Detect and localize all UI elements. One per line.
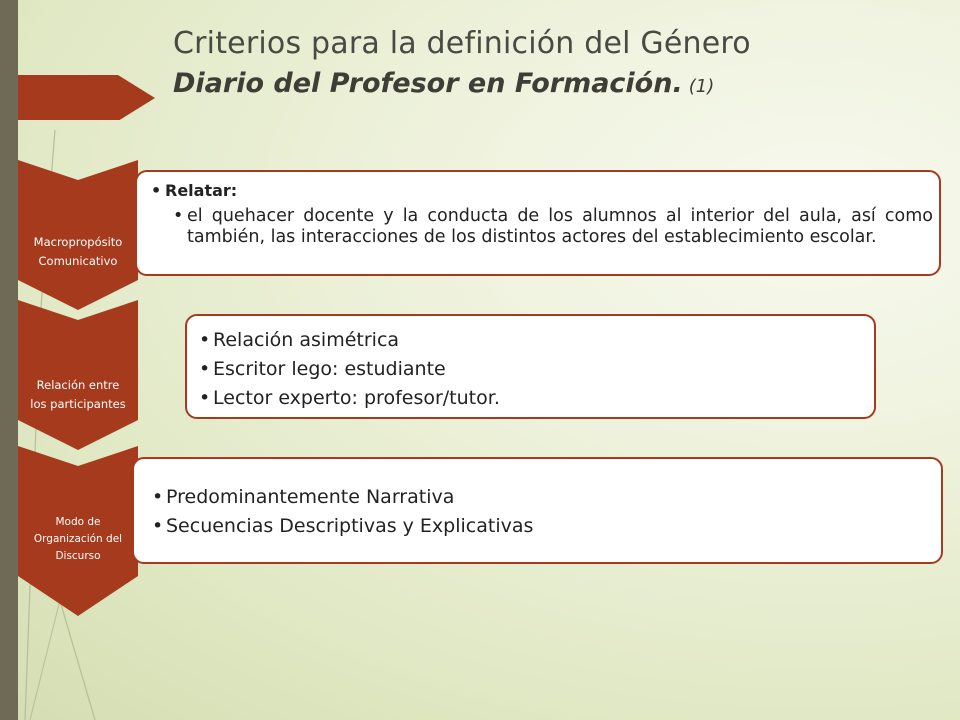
title-line-2-text: Diario del Profesor en Formación bbox=[173, 68, 673, 99]
page-title bbox=[173, 24, 933, 107]
row-3-label bbox=[18, 514, 138, 565]
row-2-item-3: • Lector experto: profesor/tutor. bbox=[199, 384, 864, 413]
title-period: . bbox=[672, 68, 683, 99]
row-3-item-2: • Secuencias Descriptivas y Explicativas bbox=[152, 512, 931, 541]
row-1-heading: • Relatar: bbox=[151, 180, 933, 202]
row-1-label-line-2: Comunicativo bbox=[38, 254, 118, 268]
chevron-row-2 bbox=[18, 300, 138, 450]
row-2-label-line-2: los participantes bbox=[30, 397, 126, 411]
title-arrow-shape bbox=[0, 0, 160, 120]
row-1-content-box bbox=[135, 170, 941, 276]
row-2-label bbox=[18, 376, 138, 414]
row-3-item-1: • Predominantemente Narrativa bbox=[152, 483, 931, 512]
row-3-label-line-3: Discurso bbox=[55, 550, 101, 562]
title-line-2 bbox=[173, 64, 933, 107]
row-3-label-line-1: Modo de bbox=[55, 516, 101, 528]
row-1-label bbox=[18, 233, 138, 271]
row-2-label-line-1: Relación entre bbox=[36, 378, 120, 392]
row-2-item-2: • Escritor lego: estudiante bbox=[199, 355, 864, 384]
row-2-item-1: • Relación asimétrica bbox=[199, 326, 864, 355]
row-1-label-line-1: Macropropósito bbox=[33, 235, 123, 249]
row-2-content-box bbox=[185, 314, 876, 419]
title-line-1: Criterios para la definición del Género bbox=[173, 26, 751, 61]
row-3-content-box bbox=[132, 457, 943, 564]
title-footnote-number: (1) bbox=[688, 76, 715, 97]
row-3-label-line-2: Organización del bbox=[33, 533, 123, 545]
row-1-item-1: • el quehacer docente y la conducta de los alumnos al interior del aula, así como también, las interacciones de los distintos actores del establecimiento escolar. bbox=[173, 206, 933, 248]
